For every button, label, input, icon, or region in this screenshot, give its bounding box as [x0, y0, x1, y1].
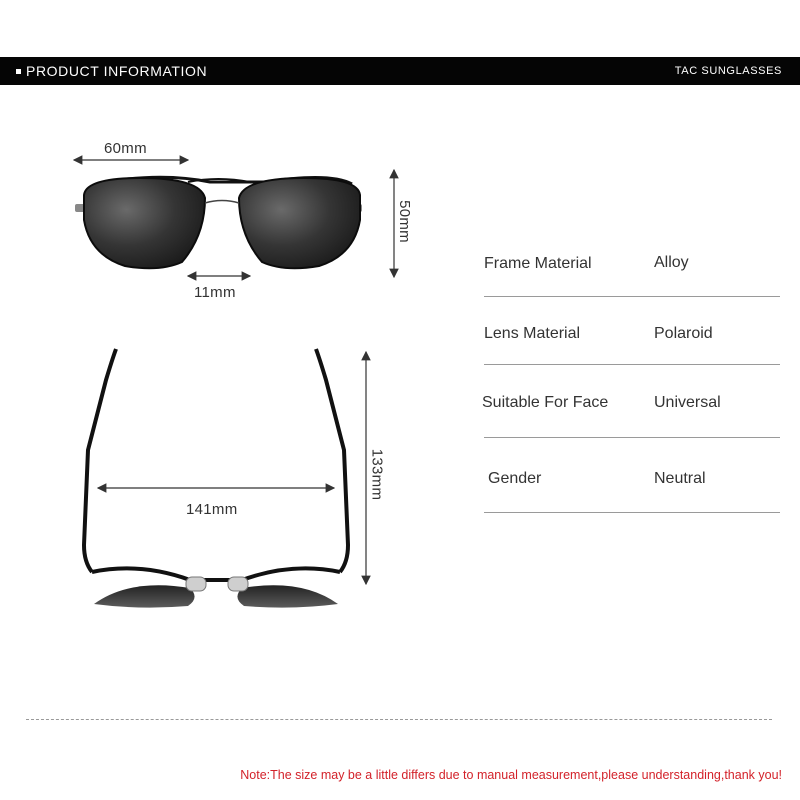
spec-divider: [484, 364, 780, 365]
right-temple: [316, 349, 348, 572]
spec-divider: [484, 437, 780, 438]
left-temple: [84, 349, 116, 572]
bridge: [205, 201, 239, 204]
spec-name: Frame Material: [484, 255, 592, 272]
dashed-divider: [26, 719, 772, 720]
bridge-width-label: 11mm: [194, 284, 236, 301]
spec-value: Universal: [654, 394, 721, 411]
spec-name: Gender: [488, 470, 542, 487]
lens-height-label: 50mm: [395, 200, 413, 243]
header-title: PRODUCT INFORMATION: [26, 63, 208, 79]
size-note: Note:The size may be a little differs due to manual measurement,please understanding,thank you!: [240, 768, 782, 782]
temple-length-label: 133mm: [368, 448, 386, 501]
spec-divider: [484, 512, 780, 513]
right-lens-shadow: [237, 585, 338, 607]
spec-name: Suitable For Face: [482, 394, 609, 411]
front-frame-top: [92, 568, 340, 580]
top-view-glasses: [84, 349, 348, 608]
spec-value: Neutral: [654, 470, 706, 487]
spec-name: Lens Material: [484, 325, 581, 342]
frame-width-label: 141mm: [186, 501, 238, 518]
right-lens: [239, 178, 360, 268]
front-view-glasses: [75, 177, 362, 268]
spec-value: Alloy: [654, 254, 689, 271]
left-lens: [84, 178, 205, 268]
lens-width-label: 60mm: [104, 140, 147, 157]
left-lens-shadow: [94, 585, 195, 607]
right-nose-pad: [228, 577, 248, 591]
left-nose-pad: [186, 577, 206, 591]
header-brand: TAC SUNGLASSES: [674, 65, 782, 77]
spec-divider: [484, 296, 780, 297]
spec-value: Polaroid: [654, 325, 713, 342]
